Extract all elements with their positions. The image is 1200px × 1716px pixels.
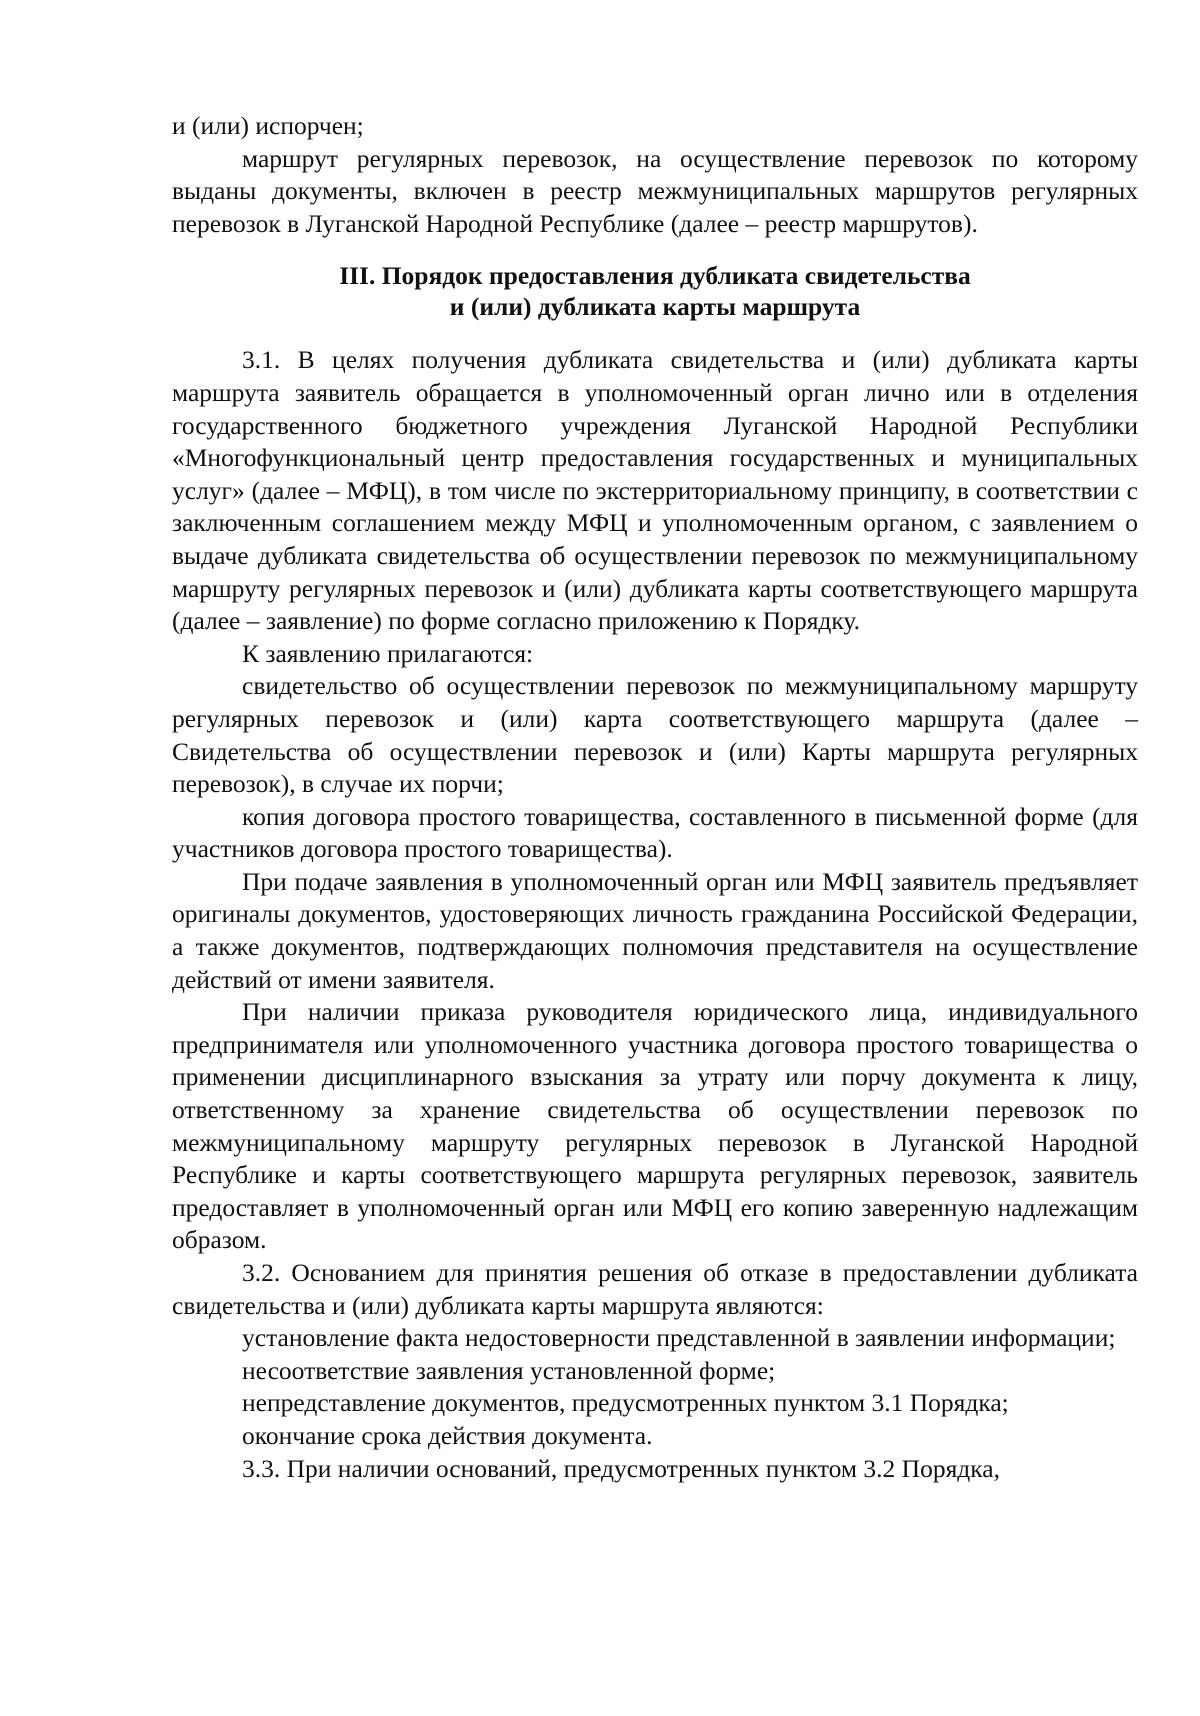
document-page	[172, 110, 1138, 1485]
intro-paragraph: маршрут регулярных перевозок, на осуществление перевозок по которому выданы документы, включен в реестр межмуниципальных маршрутов регулярных перевозок в Луганской Народной Республике (далее – реестр маршрутов).	[172, 143, 1138, 238]
paragraph-3-2: 3.2. Основанием для принятия решения об отказе в предоставлении дубликата свидетельства и (или) дубликата карты маршрута являются:	[172, 1258, 1138, 1320]
intro-line: и (или) испорчен;	[172, 111, 364, 140]
paragraph-3-1: 3.1. В целях получения дубликата свидетельства и (или) дубликата карты маршрута заявитель обращается в уполномоченный орган лично или в отделения государственного бюджетного учреждения Луганской Народной Республики «Многофункциональный центр предоставления государственных и муниципальных услуг» (далее – МФЦ), в том числе по экстерриториальному принципу, в соответствии с заключенным соглашением между МФЦ и уполномоченным органом, с заявлением о выдаче дубликата свидетельства об осуществлении перевозок по межмуниципальному маршруту регулярных перевозок и (или) дубликата карты соответствующего маршрута (далее – заявление) по форме согласно приложению к Порядку.	[172, 345, 1138, 636]
list-item-missing-documents: непредставление документов, предусмотренных пунктом 3.1 Порядка;	[242, 1388, 1009, 1418]
list-item-unreliable-info: установление факта недостоверности представленной в заявлении информации;	[242, 1323, 1116, 1353]
paragraph-3-3: 3.3. При наличии оснований, предусмотренных пунктом 3.2 Порядка,	[242, 1453, 1000, 1483]
paragraph-order: При наличии приказа руководителя юридического лица, индивидуального предпринимателя или уполномоченного участника договора простого товарищества о применении дисциплинарного взыскания за утрату или порчу документа к лицу, ответственному за хранение свидетельства об осуществлении перевозок по межмуниципальному маршруту регулярных перевозок в Луганской Народной Республике и карты соответствующего маршрута регулярных перевозок, заявитель предоставляет в уполномоченный орган или МФЦ его копию заверенную надлежащим образом.	[172, 997, 1138, 1255]
section-title-line-1: III. Порядок предоставления дубликата свидетельства	[339, 261, 971, 291]
paragraph-certificate: свидетельство об осуществлении перевозок по межмуниципальному маршруту регулярных перевозок и (или) карта соответствующего маршрута (далее – Свидетельства об осуществлении перевозок и (или) Карты маршрута регулярных перевозок), в случае их порчи;	[172, 671, 1138, 799]
paragraph-attachments-intro: К заявлению прилагаются:	[242, 638, 534, 668]
list-item-form-mismatch: несоответствие заявления установленной форме;	[242, 1355, 776, 1385]
section-title-line-2: и (или) дубликата карты маршрута	[449, 292, 861, 322]
paragraph-submission: При подаче заявления в уполномоченный орган или МФЦ заявитель предъявляет оригиналы документов, удостоверяющих личность гражданина Российской Федерации, а также документов, подтверждающих полномочия представителя на осуществление действий от имени заявителя.	[172, 866, 1138, 994]
paragraph-contract-copy: копия договора простого товарищества, составленного в письменной форме (для участников договора простого товарищества).	[172, 801, 1138, 864]
section-title	[172, 260, 1138, 322]
list-item-expiry: окончание срока действия документа.	[242, 1420, 653, 1450]
